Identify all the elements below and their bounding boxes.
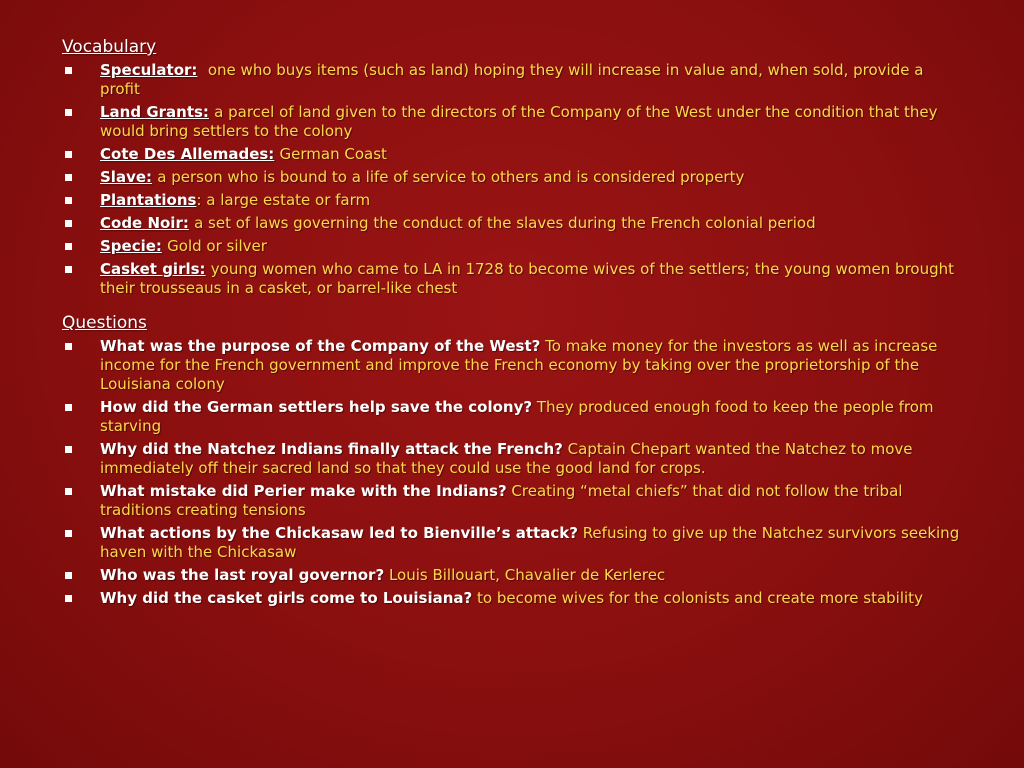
- vocabulary-item: [62, 103, 964, 141]
- square-bullet-icon: [65, 572, 72, 579]
- question-text: How did the German settlers help save the colony?: [100, 398, 533, 416]
- question-text: Who was the last royal governor?: [100, 566, 385, 584]
- question-item: [62, 566, 964, 585]
- vocabulary-item: [62, 214, 964, 233]
- square-bullet-icon: [65, 67, 72, 74]
- square-bullet-icon: [65, 266, 72, 273]
- square-bullet-icon: [65, 488, 72, 495]
- vocabulary-term: Slave:: [100, 168, 153, 186]
- question-text: What mistake did Perier make with the Indians?: [100, 482, 507, 500]
- question-text: Why did the casket girls come to Louisiana?: [100, 589, 473, 607]
- vocabulary-term: Speculator:: [100, 61, 198, 79]
- vocabulary-definition: a parcel of land given to the directors of the Company of the West under the condition that they would bring settlers to the colony: [100, 103, 938, 140]
- question-item: [62, 337, 964, 394]
- vocabulary-item: [62, 145, 964, 164]
- square-bullet-icon: [65, 404, 72, 411]
- question-item: [62, 482, 964, 520]
- vocabulary-definition: German Coast: [279, 145, 387, 163]
- vocabulary-term: Casket girls:: [100, 260, 206, 278]
- questions-list: [62, 337, 964, 608]
- vocabulary-heading: Vocabulary: [62, 37, 157, 57]
- square-bullet-icon: [65, 530, 72, 537]
- questions-heading: Questions: [62, 313, 147, 333]
- vocabulary-definition: a large estate or farm: [206, 191, 371, 209]
- vocabulary-definition: a person who is bound to a life of service to others and is considered property: [157, 168, 745, 186]
- square-bullet-icon: [65, 343, 72, 350]
- question-item: [62, 524, 964, 562]
- term-separator: [197, 61, 207, 79]
- vocabulary-term: Cote Des Allemades:: [100, 145, 275, 163]
- vocabulary-term: Land Grants:: [100, 103, 209, 121]
- vocabulary-definition: a set of laws governing the conduct of the slaves during the French colonial period: [194, 214, 816, 232]
- square-bullet-icon: [65, 151, 72, 158]
- question-text: Why did the Natchez Indians finally attack the French?: [100, 440, 563, 458]
- vocabulary-item: [62, 168, 964, 187]
- question-item: [62, 398, 964, 436]
- vocabulary-item: [62, 191, 964, 210]
- square-bullet-icon: [65, 595, 72, 602]
- answer-text: They produced enough food to keep the people from starving: [100, 398, 934, 435]
- vocabulary-item: [62, 237, 964, 256]
- vocabulary-term: Plantations: [100, 191, 197, 209]
- square-bullet-icon: [65, 243, 72, 250]
- answer-text: Captain Chepart wanted the Natchez to move immediately off their sacred land so that they could use the good land for crops.: [100, 440, 913, 477]
- question-text: What actions by the Chickasaw led to Bienville’s attack?: [100, 524, 578, 542]
- question-item: [62, 589, 964, 608]
- answer-text: Creating “metal chiefs” that did not follow the tribal traditions creating tensions: [100, 482, 903, 519]
- vocabulary-definition: one who buys items (such as land) hoping they will increase in value and, when sold, provide a profit: [100, 61, 924, 98]
- square-bullet-icon: [65, 446, 72, 453]
- square-bullet-icon: [65, 197, 72, 204]
- question-item: [62, 440, 964, 478]
- question-text: What was the purpose of the Company of the West?: [100, 337, 541, 355]
- answer-text: to become wives for the colonists and create more stability: [477, 589, 923, 607]
- vocabulary-term: Specie:: [100, 237, 162, 255]
- square-bullet-icon: [65, 174, 72, 181]
- answer-text: Louis Billouart, Chavalier de Kerlerec: [388, 566, 666, 584]
- vocabulary-definition: Gold or silver: [167, 237, 267, 255]
- answer-text: Refusing to give up the Natchez survivors seeking haven with the Chickasaw: [100, 524, 960, 561]
- vocabulary-item: [62, 61, 964, 99]
- vocabulary-list: [62, 61, 964, 298]
- vocabulary-definition: young women who came to LA in 1728 to become wives of the settlers; the young women brought their trousseaus in a casket, or barrel-like chest: [100, 260, 955, 297]
- square-bullet-icon: [65, 220, 72, 227]
- answer-text: To make money for the investors as well as increase income for the French government and improve the French economy by taking over the proprietorship of the Louisiana colony: [100, 337, 938, 393]
- term-separator: :: [196, 191, 207, 209]
- vocabulary-item: [62, 260, 964, 298]
- vocabulary-term: Code Noir:: [100, 214, 189, 232]
- square-bullet-icon: [65, 109, 72, 116]
